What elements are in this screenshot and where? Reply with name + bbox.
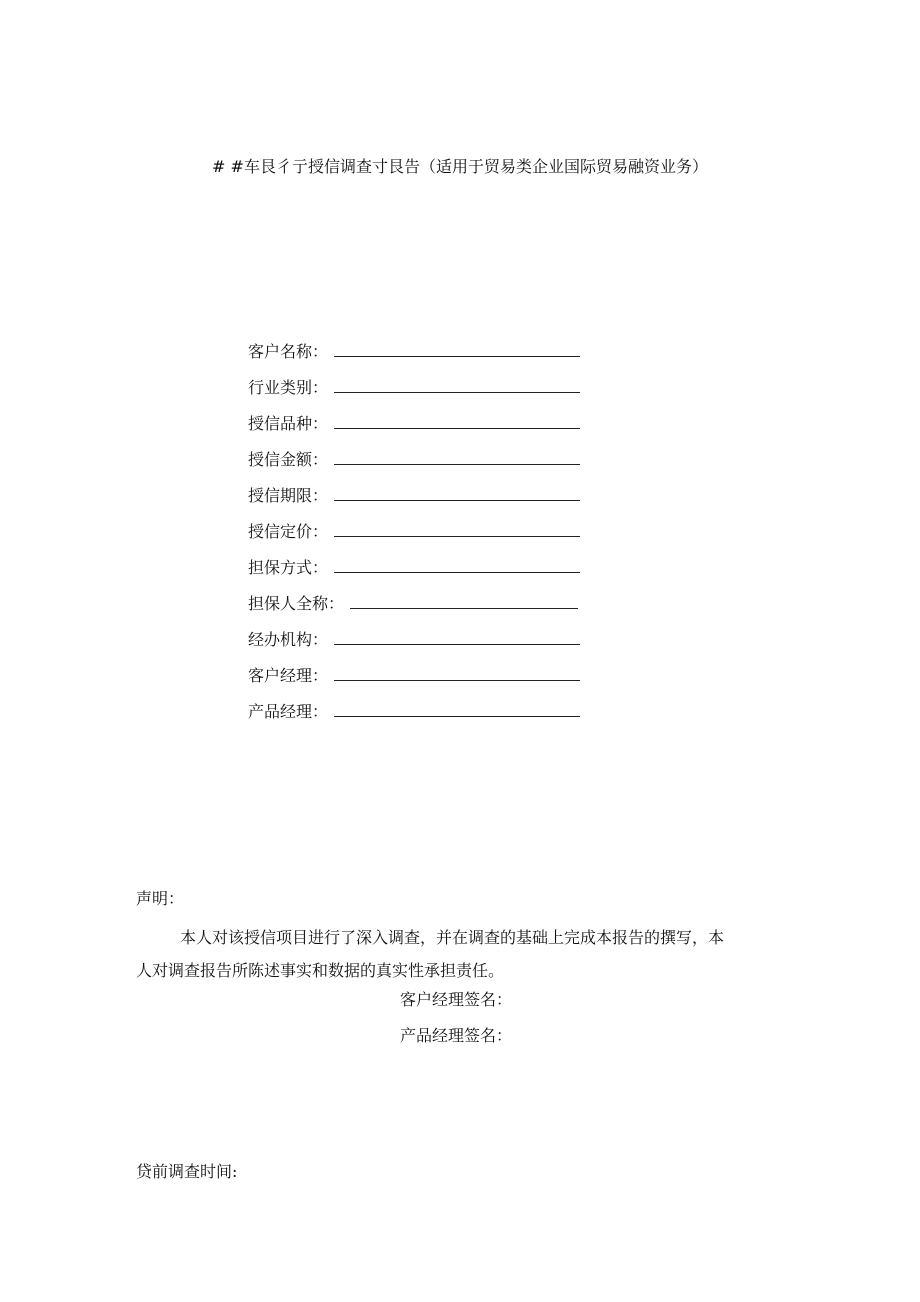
- field-guarantor-name: [248, 579, 588, 615]
- blank-line[interactable]: [334, 679, 580, 681]
- field-guarantee-method: [248, 543, 588, 579]
- field-label: 授信金额：: [248, 450, 329, 469]
- blank-line[interactable]: [334, 355, 580, 357]
- form-fields: [248, 327, 588, 723]
- blank-line[interactable]: [334, 427, 580, 429]
- field-label: 经办机构：: [248, 630, 329, 649]
- field-industry: [248, 363, 588, 399]
- field-handling-institution: [248, 615, 588, 651]
- signature-block: [400, 988, 512, 1060]
- blank-line[interactable]: [334, 391, 580, 393]
- field-label: 授信品种：: [248, 414, 329, 433]
- field-credit-pricing: [248, 507, 588, 543]
- statement-section: [136, 887, 736, 987]
- field-label: 行业类别：: [248, 378, 329, 397]
- blank-line[interactable]: [334, 715, 580, 717]
- customer-manager-signature: 客户经理签名：: [400, 990, 513, 1009]
- field-label: 担保人全称：: [248, 594, 345, 613]
- field-credit-amount: [248, 435, 588, 471]
- statement-heading: 声明：: [136, 889, 185, 908]
- blank-line[interactable]: [334, 463, 580, 465]
- field-customer-name: [248, 327, 588, 363]
- blank-line[interactable]: [334, 571, 580, 573]
- field-label: 客户名称：: [248, 342, 329, 361]
- field-credit-term: [248, 471, 588, 507]
- field-label: 客户经理：: [248, 666, 329, 685]
- blank-line[interactable]: [350, 607, 578, 609]
- field-product-manager: [248, 687, 588, 723]
- loan-survey-time: 贷前调查时间:: [136, 1162, 238, 1181]
- field-label: 授信期限：: [248, 486, 329, 505]
- blank-line[interactable]: [334, 535, 580, 537]
- field-credit-type: [248, 399, 588, 435]
- product-manager-signature: 产品经理签名：: [400, 1026, 513, 1045]
- field-customer-manager: [248, 651, 588, 687]
- blank-line[interactable]: [334, 499, 580, 501]
- field-label: 产品经理：: [248, 702, 329, 721]
- field-label: 担保方式：: [248, 558, 329, 577]
- blank-line[interactable]: [334, 643, 580, 645]
- statement-body: 本人对该授信项目进行了深入调查，并在调查的基础上完成本报告的撰写，本人对调查报告所陈述事实和数据的真实性承担责任。: [136, 928, 725, 980]
- field-label: 授信定价：: [248, 522, 329, 541]
- document-title: # #车艮彳亍授信调查寸艮告（适用于贸易类企业国际贸易融资业务）: [212, 157, 708, 176]
